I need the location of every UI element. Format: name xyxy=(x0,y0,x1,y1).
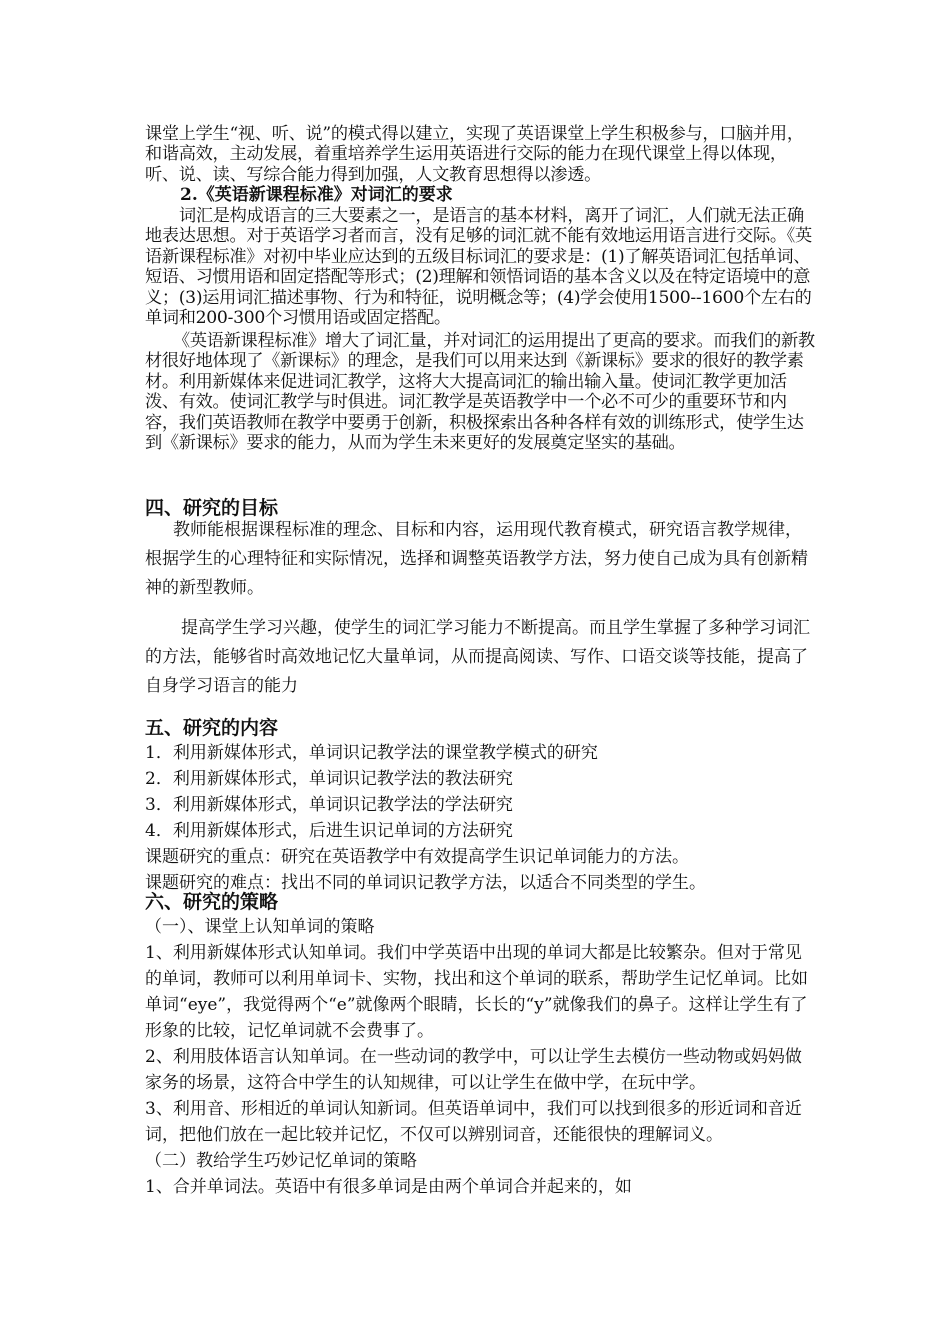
paragraph-new-standard: 《英语新课程标准》增大了词汇量，并对词汇的运用提出了更高的要求。而我们的新教材很好地体现了《新课标》的理念，是我们可以用来达到《新课标》要求的很好的教学素材。利用新媒体来促进词汇教学，这将大大提高词汇的输出输入量。使词汇教学更加活泼、有效。使词汇教学与时俱进。词汇教学是英语教学中一个必不可少的重要环节和内容，我们英语教师在教学中要勇于创新，积极探索出各种各样有效的训练形式，使学生达到《新课标》要求的能力，从而为学生未来更好的发展奠定坚实的基础。 xyxy=(145,331,815,454)
paragraph-vocabulary-basics: 词汇是构成语言的三大要素之一，是语言的基本材料，离开了词汇，人们就无法正确地表达思想。对于英语学习者而言，没有足够的词汇就不能有效地运用语言进行交际。《英语新课程标准》对初中毕业应达到的五级目标词汇的要求是：(1)了解英语词汇包括单词、短语、习惯用语和固定搭配等形式；(2)理解和领悟词语的基本含义以及在特定语境中的意义；(3)运用词汇描述事物、行为和特征，说明概念等；(4)学会使用1500--1600个左右的单词和200-300个习惯用语或固定搭配。 xyxy=(145,206,812,329)
strategy-paragraph: 1、合并单词法。英语中有很多单词是由两个单词合并起来的，如 xyxy=(145,1177,632,1197)
paragraph-classroom-mode: 课堂上学生“视、听、说”的模式得以建立，实现了英语课堂上学生积极参与，口脑并用，和谐高效，主动发展，着重培养学生运用英语进行交际的能力在现代课堂上得以体现，听、说、读、写综合能力得到加强，人文教育思想得以渗透。 xyxy=(145,124,804,185)
research-key-point: 课题研究的重点：研究在英语教学中有效提高学生识记单词能力的方法。 xyxy=(145,847,689,867)
strategy-subheading: （一）、课堂上认知单词的策略 xyxy=(145,917,375,937)
list-item: 2．利用新媒体形式，单词识记教学法的教法研究 xyxy=(145,769,513,789)
heading-standard-requirements: 2.《英语新课程标准》对词汇的要求 xyxy=(180,185,453,205)
strategy-section xyxy=(145,914,815,1200)
paragraph-teacher-goal: 教师能根据课程标准的理念、目标和内容，运用现代教育模式，研究语言教学规律，根据学生的心理特征和实际情况，选择和调整英语教学方法，努力使自己成为具有创新精神的新型教师。 xyxy=(145,520,808,598)
strategy-paragraph: 2、利用肢体语言认知单词。在一些动词的教学中，可以让学生去模仿一些动物或妈妈做家务的场景，这符合中学生的认知规律，可以让学生在做中学，在玩中学。 xyxy=(145,1047,802,1093)
research-difficulty: 课题研究的难点：找出不同的单词识记教学方法，以适合不同类型的学生。 xyxy=(145,873,706,893)
heading-research-content: 五、研究的内容 xyxy=(145,717,279,739)
research-content-list xyxy=(145,740,815,896)
list-item: 4．利用新媒体形式，后进生识记单词的方法研究 xyxy=(145,821,513,841)
heading-research-goals: 四、研究的目标 xyxy=(145,497,279,519)
list-item: 3．利用新媒体形式，单词识记教学法的学法研究 xyxy=(145,795,513,815)
strategy-paragraph: 1、利用新媒体形式认知单词。我们中学英语中出现的单词大都是比较繁杂。但对于常见的单词，教师可以利用单词卡、实物，找出和这个单词的联系，帮助学生记忆单词。比如单词“eye”，我觉得两个“e”就像两个眼睛，长长的“y”就像我们的鼻子。这样让学生有了形象的比较，记忆单词就不会费事了。 xyxy=(145,943,808,1041)
heading-research-strategy: 六、研究的策略 xyxy=(145,891,279,913)
strategy-subheading: （二）教给学生巧妙记忆单词的策略 xyxy=(145,1151,417,1171)
list-item: 1．利用新媒体形式，单词识记教学法的课堂教学模式的研究 xyxy=(145,743,598,763)
strategy-paragraph: 3、利用音、形相近的单词认知新词。但英语单词中，我们可以找到很多的形近词和音近词，把他们放在一起比较并记忆，不仅可以辨别词音，还能很快的理解词义。 xyxy=(145,1099,802,1145)
paragraph-student-goal: 提高学生学习兴趣，使学生的词汇学习能力不断提高。而且学生掌握了多种学习词汇的方法，能够省时高效地记忆大量单词，从而提高阅读、写作、口语交谈等技能，提高了自身学习语言的能力 xyxy=(145,618,810,696)
